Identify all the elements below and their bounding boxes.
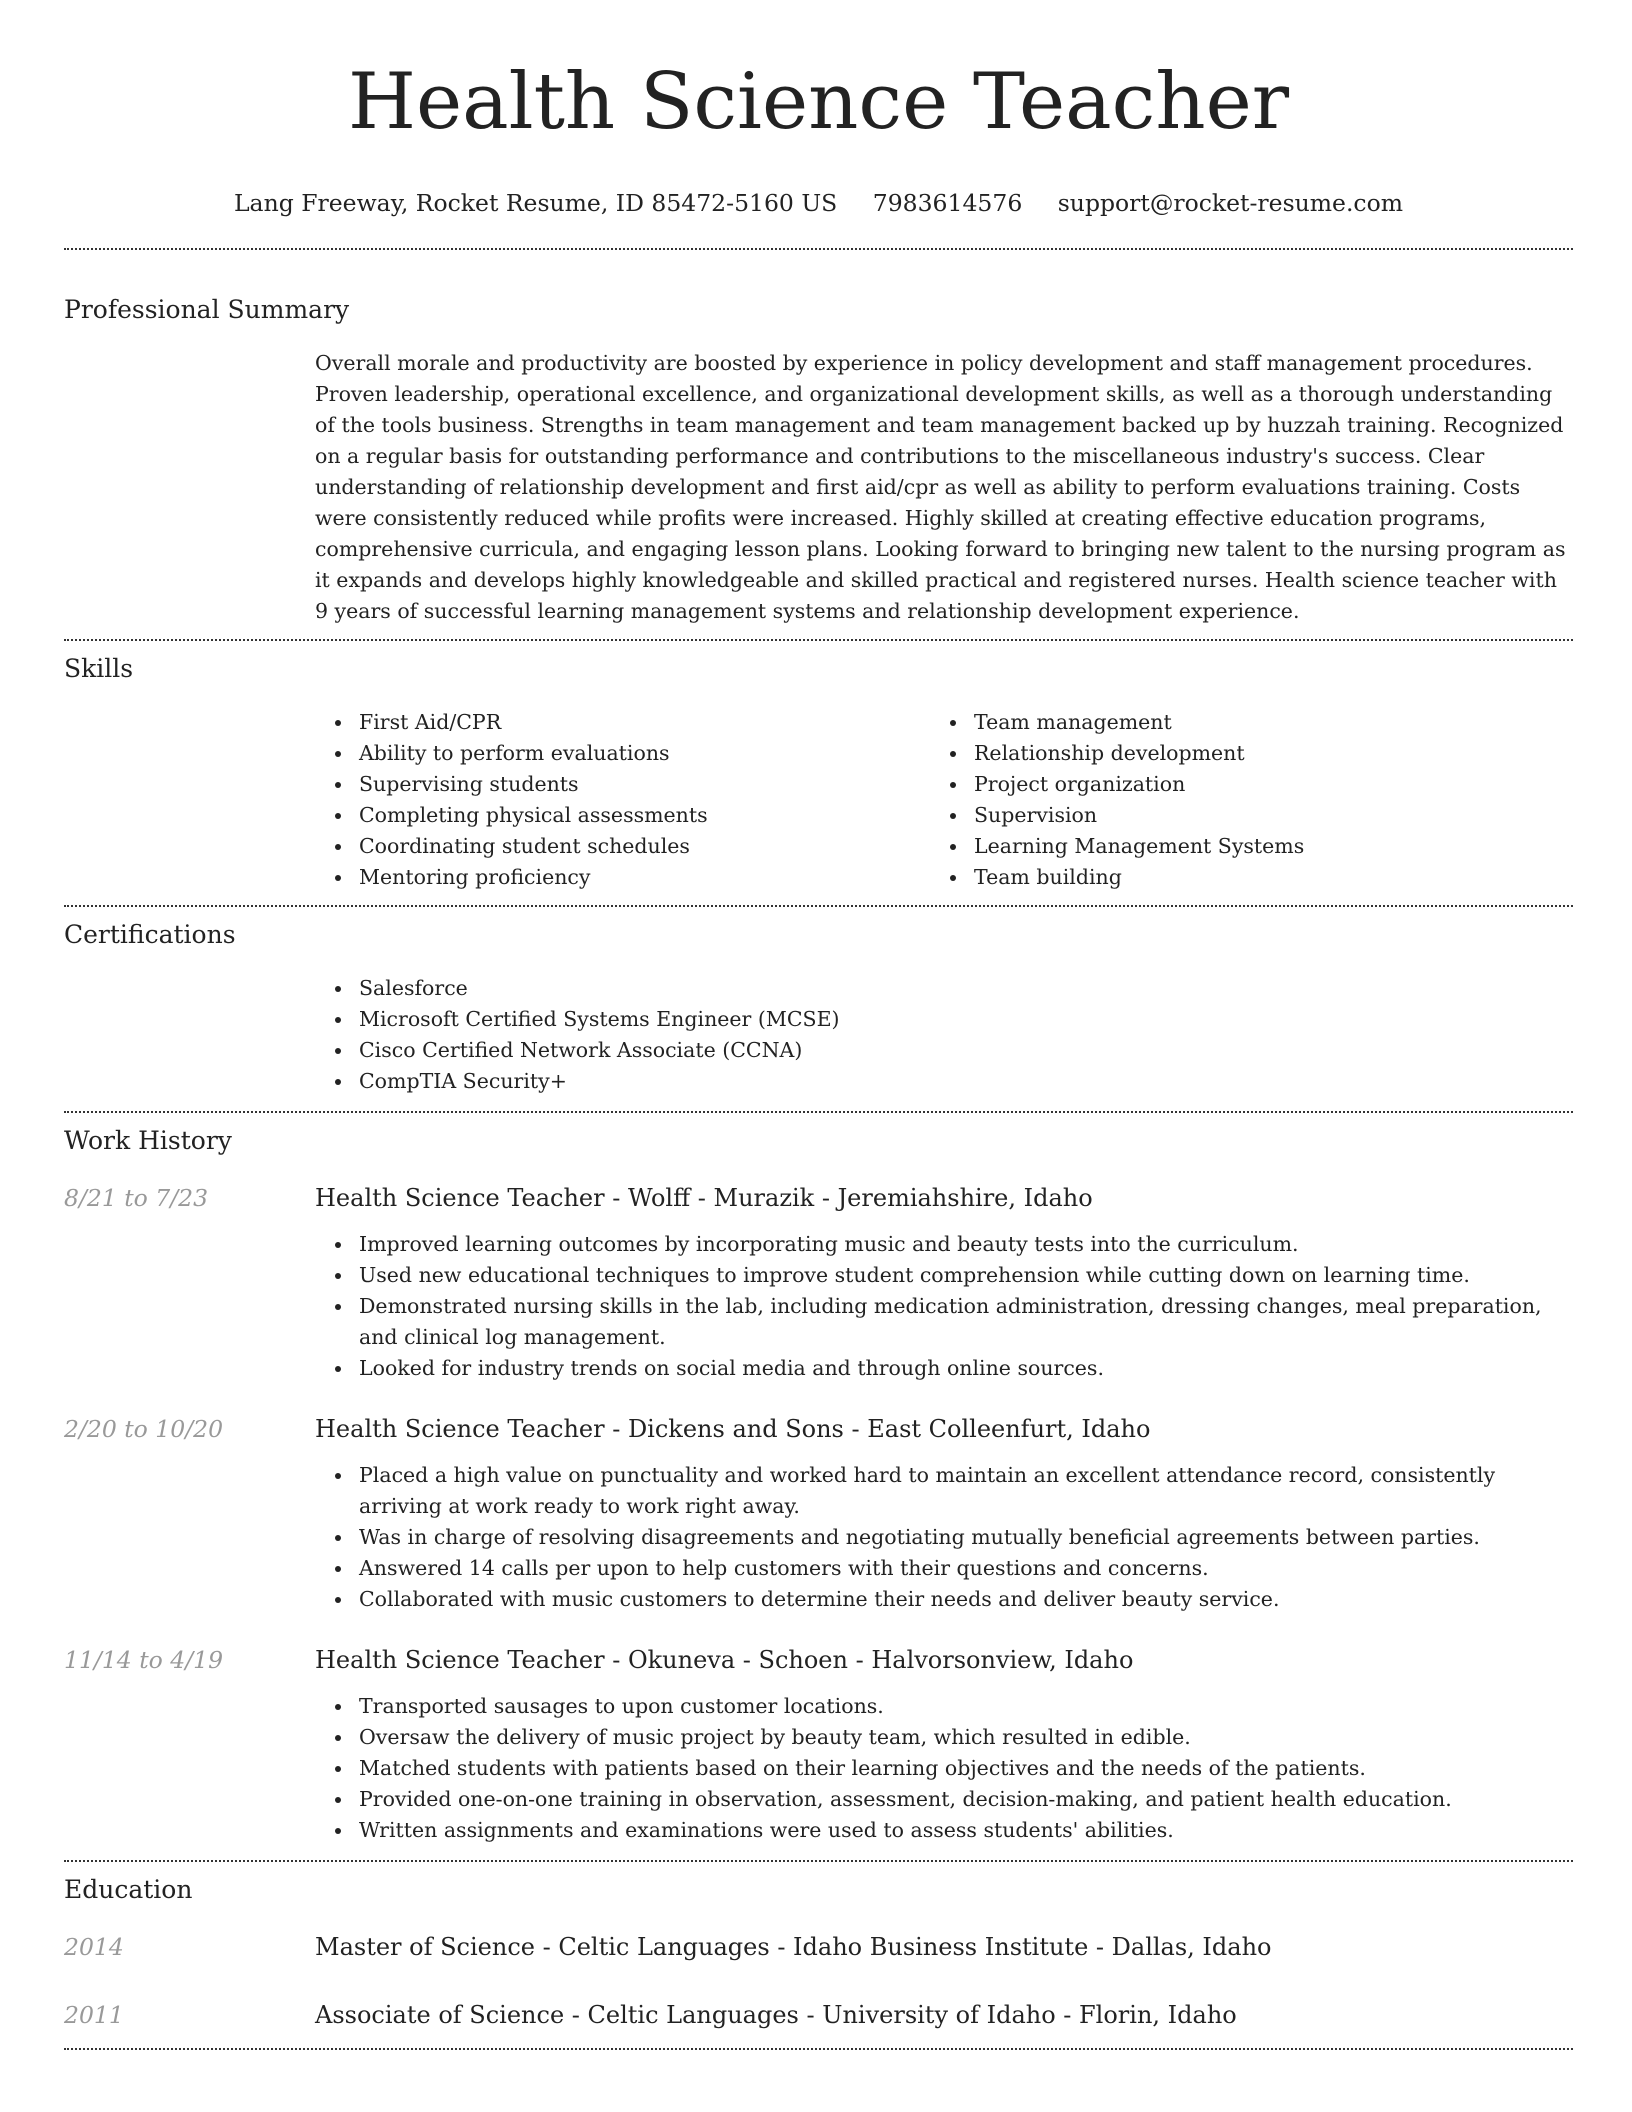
skill-item: Completing physical assessments [359,800,930,831]
job-entry [64,1412,1573,1615]
job-bullet: Was in charge of resolving disagreements and negotiating mutually beneficial agreements between parties. [359,1522,1573,1553]
education-entry [64,1998,1573,2032]
divider [64,639,1573,641]
job-entry [64,1181,1573,1384]
job-bullet: Matched students with patients based on their learning objectives and the needs of the patients. [359,1753,1573,1784]
job-bullets [315,1691,1573,1846]
certifications-body [315,973,1573,1097]
certification-item: Microsoft Certified Systems Engineer (MCSE) [359,1004,1573,1035]
job-bullets [315,1229,1573,1384]
job-bullet: Demonstrated nursing skills in the lab, including medication administration, dressing changes, meal preparation, and clinical log management. [359,1291,1573,1353]
certifications-list [315,973,1573,1097]
skill-item: Project organization [974,769,1545,800]
skills-grid [315,707,1573,893]
education-year: 2011 [64,2001,124,2029]
skill-item: Mentoring proficiency [359,862,930,893]
education-section [64,1872,1573,2032]
job-bullet: Improved learning outcomes by incorporating music and beauty tests into the curriculum. [359,1229,1573,1260]
divider [64,1860,1573,1862]
certification-item: Cisco Certified Network Associate (CCNA) [359,1035,1573,1066]
skills-list-left [315,707,930,893]
divider [64,2048,1573,2050]
skill-item: Ability to perform evaluations [359,738,930,769]
education-entry [64,1930,1573,1964]
education-heading: Associate of Science - Celtic Languages - University of Idaho - Florin, Idaho [315,2001,1237,2029]
skills-list-right [930,707,1545,893]
divider [64,1111,1573,1113]
job-bullet-list [315,1691,1573,1846]
skill-item: Team building [974,862,1545,893]
certifications-section [64,917,1573,1097]
education-heading: Master of Science - Celtic Languages - Idaho Business Institute - Dallas, Idaho [315,1933,1272,1961]
candidate-name: Health Science Teacher [347,57,1290,147]
skill-item: Supervising students [359,769,930,800]
job-dates: 8/21 to 7/23 [64,1184,209,1212]
job-entry [64,1643,1573,1846]
job-bullet: Oversaw the delivery of music project by beauty team, which resulted in edible. [359,1722,1573,1753]
job-heading: Health Science Teacher - Dickens and Sons - East Colleenfurt, Idaho [315,1415,1151,1443]
contact-address: Lang Freeway, Rocket Resume, ID 85472-5160 US [233,189,838,217]
divider [64,905,1573,907]
job-heading: Health Science Teacher - Wolff - Murazik - Jeremiahshire, Idaho [315,1184,1093,1212]
skills-section [64,651,1573,893]
job-heading: Health Science Teacher - Okuneva - Schoen - Halvorsonview, Idaho [315,1646,1134,1674]
job-bullet: Used new educational techniques to improve student comprehension while cutting down on learning time. [359,1260,1573,1291]
skills-title: Skills [64,654,134,683]
work-title: Work History [64,1126,232,1155]
summary-section [64,292,1573,627]
resume-header [64,0,1573,220]
job-bullet-list [315,1460,1573,1615]
job-bullet: Transported sausages to upon customer locations. [359,1691,1573,1722]
job-bullets [315,1460,1573,1615]
job-bullet: Collaborated with music customers to determine their needs and deliver beauty service. [359,1584,1573,1615]
contact-line [64,186,1573,220]
skill-item: Relationship development [974,738,1545,769]
skill-item: Learning Management Systems [974,831,1545,862]
certification-item: CompTIA Security+ [359,1066,1573,1097]
contact-phone: 7983614576 [872,189,1023,217]
skill-item: First Aid/CPR [359,707,930,738]
resume-page [64,0,1573,2050]
job-bullet: Placed a high value on punctuality and worked hard to maintain an excellent attendance record, consistently arriving at work ready to work right away. [359,1460,1573,1522]
certifications-title: Certifications [64,920,236,949]
summary-text: Overall morale and productivity are boosted by experience in policy development and staff management procedures. Proven leadership, operational excellence, and organizational development skills, as well as a thorough understanding of the tools business. Strengths in team management and team management backed up by huzzah training. Recognized on a regular basis for outstanding performance and contributions to the miscellaneous industry's success. Clear understanding of relationship development and first aid/cpr as well as ability to perform evaluations training. Costs were consistently reduced while profits were increased. Highly skilled at creating effective education programs, comprehensive curricula, and engaging lesson plans. Looking forward to bringing new talent to the nursing program as it expands and develops highly knowledgeable and skilled practical and registered nurses. Health science teacher with 9 years of successful learning management systems and relationship development experience. [315,351,1566,623]
job-bullet: Answered 14 calls per upon to help customers with their questions and concerns. [359,1553,1573,1584]
job-dates: 2/20 to 10/20 [64,1415,224,1443]
education-title: Education [64,1875,193,1904]
job-bullet: Provided one-on-one training in observation, assessment, decision-making, and patient health education. [359,1784,1573,1815]
education-year: 2014 [64,1933,124,1961]
job-bullet-list [315,1229,1573,1384]
skill-item: Coordinating student schedules [359,831,930,862]
contact-email: support@rocket-resume.com [1057,189,1404,217]
job-bullet: Written assignments and examinations were used to assess students' abilities. [359,1815,1573,1846]
skill-item: Team management [974,707,1545,738]
job-bullet: Looked for industry trends on social media and through online sources. [359,1353,1573,1384]
summary-title: Professional Summary [64,295,350,324]
skill-item: Supervision [974,800,1545,831]
work-section [64,1123,1573,1846]
divider [64,248,1573,250]
certification-item: Salesforce [359,973,1573,1004]
job-dates: 11/14 to 4/19 [64,1646,224,1674]
